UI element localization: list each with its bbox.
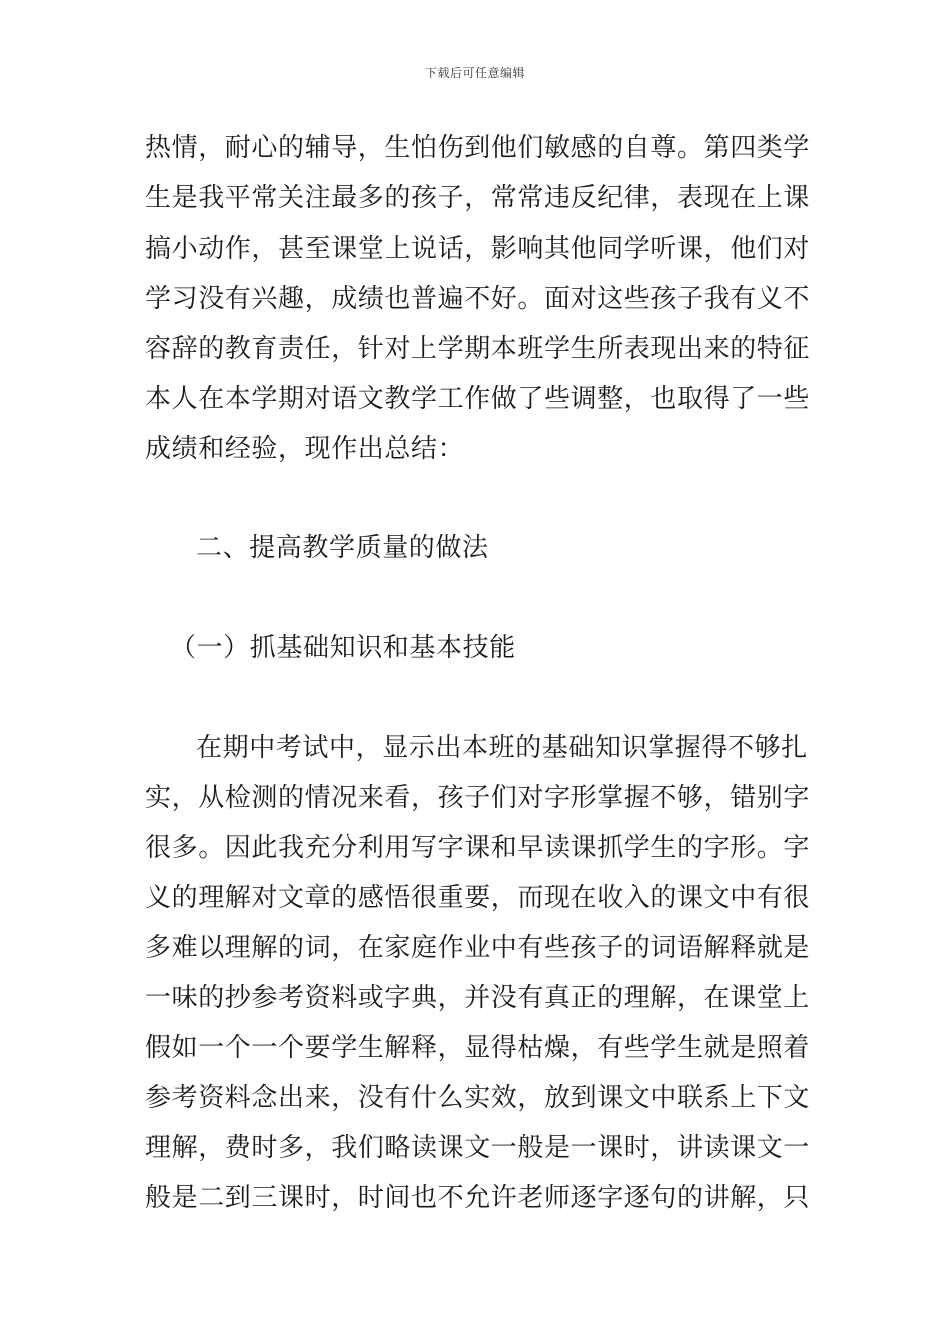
paragraph-2-line: 在期中考试中，显示出本班的基础知识掌握得不够扎: [196, 733, 808, 763]
paragraph-2-line: 义的理解对文章的感悟很重要，而现在收入的课文中有很: [145, 883, 811, 913]
paragraph-1-line: 搞小动作，甚至课堂上说话，影响其他同学听课，他们对: [145, 234, 811, 264]
subsection-heading: （一）抓基础知识和基本技能: [170, 633, 516, 663]
paragraph-1-line: 容辞的教育责任，针对上学期本班学生所表现出来的特征: [145, 334, 811, 364]
paragraph-1-line: 学习没有兴趣，成绩也普遍不好。面对这些孩子我有义不: [145, 284, 811, 314]
paragraph-1-line: 成绩和经验，现作出总结：: [145, 434, 465, 464]
paragraph-2-line: 多难以理解的词，在家庭作业中有些孩子的词语解释就是: [145, 933, 811, 963]
paragraph-1-line: 本人在本学期对语文教学工作做了些调整，也取得了一些: [145, 384, 811, 414]
paragraph-2-line: 一味的抄参考资料或字典，并没有真正的理解，在课堂上: [145, 983, 811, 1013]
section-heading: 二、提高教学质量的做法: [196, 533, 489, 563]
paragraph-2-line: 理解，费时多，我们略读课文一般是一课时，讲读课文一: [145, 1133, 811, 1163]
paragraph-1-line: 热情，耐心的辅导，生怕伤到他们敏感的自尊。第四类学: [145, 133, 811, 163]
paragraph-1-line: 生是我平常关注最多的孩子，常常违反纪律，表现在上课: [145, 183, 811, 213]
paragraph-2-line: 般是二到三课时，时间也不允许老师逐字逐句的讲解，只: [145, 1183, 811, 1213]
paragraph-2-line: 假如一个一个要学生解释，显得枯燥，有些学生就是照着: [145, 1033, 811, 1063]
page-header: 下载后可任意编辑: [424, 66, 525, 80]
paragraph-2-line: 参考资料念出来，没有什么实效，放到课文中联系上下文: [145, 1083, 811, 1113]
paragraph-2-line: 很多。因此我充分利用写字课和早读课抓学生的字形。字: [145, 833, 811, 863]
paragraph-2-line: 实，从检测的情况来看，孩子们对字形掌握不够，错别字: [145, 783, 811, 813]
